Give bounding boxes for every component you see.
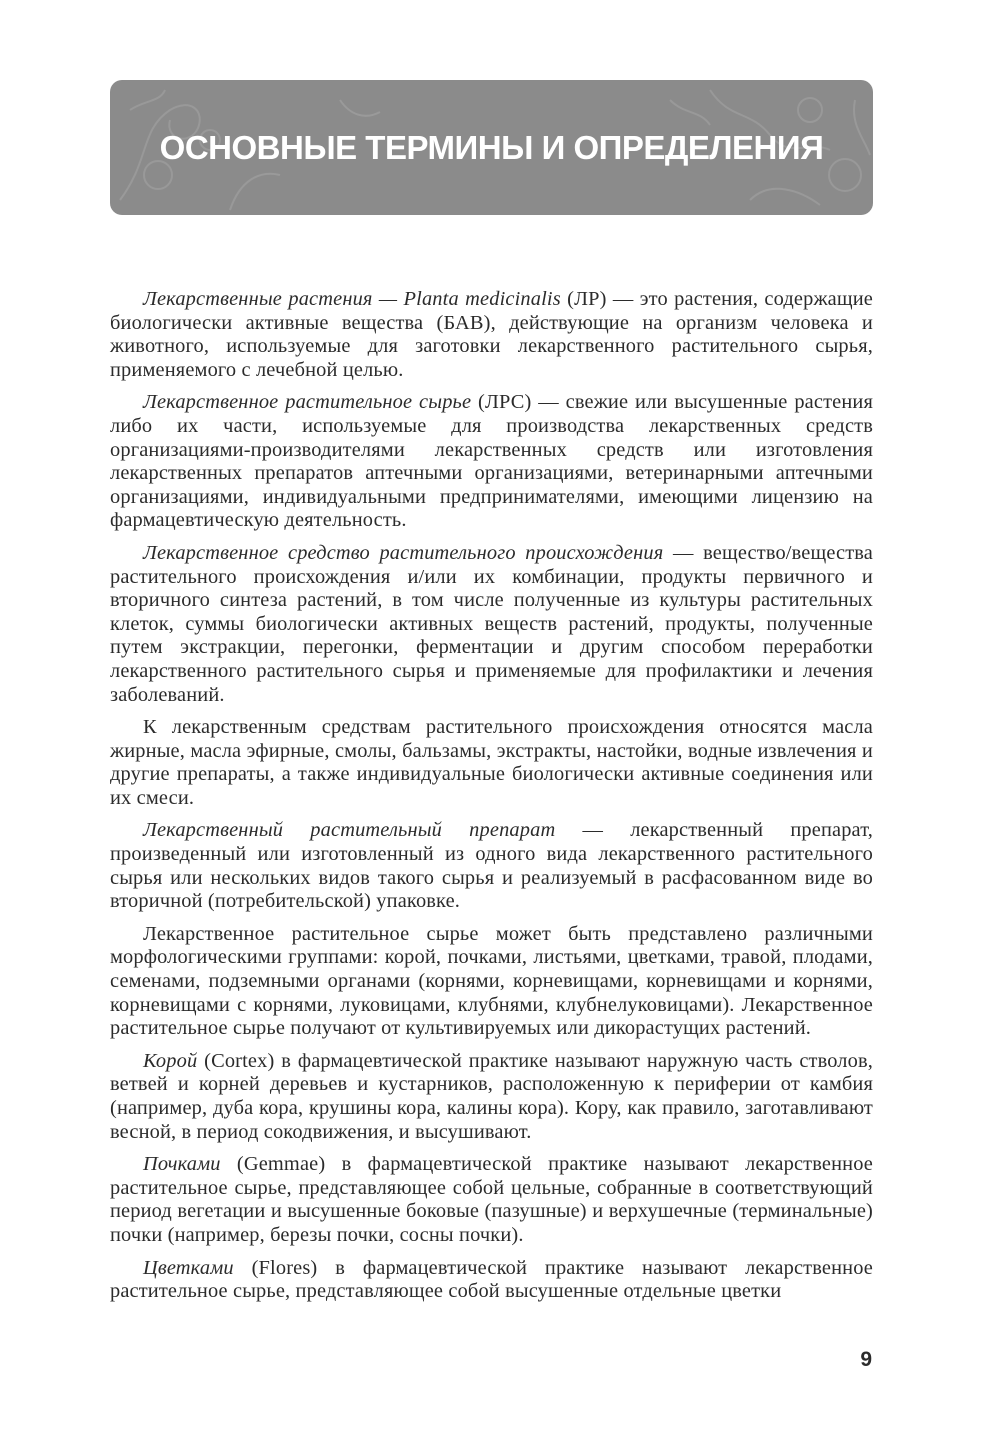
paragraph-6-text: Лекарственное растительное сырье может быть представлено различными морфологическими группами: корой, почками, листьями, цветками, травой, плодами, семенами, подземными органами (корнями, корневищами, корневищами и корнями, корневищами с корнями, луковицами, клубнями, клубнелуковицами). Лекарственное растительное сырье получают от культивируемых или дикорастущих растений. <box>110 922 873 1040</box>
chapter-header-banner <box>110 80 873 215</box>
paragraph-7 <box>110 1050 873 1144</box>
paragraph-7-term: Корой <box>143 1049 198 1072</box>
paragraph-9-term: Цветками <box>143 1256 234 1279</box>
paragraph-6 <box>110 923 873 1041</box>
paragraph-2 <box>110 391 873 533</box>
paragraph-1-term: Лекарственные растения — Planta medicinalis <box>143 288 561 310</box>
paragraph-1 <box>110 288 873 382</box>
paragraph-9-text: (Flores) в фармацевтической практике называют лекарственное растительное сырье, представляющее собой высушенные отдельные цветки <box>110 1256 873 1303</box>
paragraph-4 <box>110 716 873 810</box>
paragraph-8-term: Почками <box>143 1153 221 1176</box>
paragraph-5 <box>110 819 873 913</box>
paragraph-8 <box>110 1153 873 1247</box>
body-text <box>110 288 873 1313</box>
page-number: 9 <box>860 1348 872 1371</box>
paragraph-8-text: (Gemmae) в фармацевтической практике называют лекарственное растительное сырье, представляющее собой цельные, собранные в соответствующий период вегетации и высушенные боковые (пазушные) и верхушечные (терминальные) почки (например, березы почки, сосны почки). <box>110 1153 873 1246</box>
paragraph-9 <box>110 1257 873 1304</box>
paragraph-2-term: Лекарственное растительное сырье <box>143 391 472 414</box>
paragraph-3-text: — вещество/вещества растительного происхождения и/или их комбинации, продукты первичного и вторичного синтеза растений, в том числе полученные из культуры растительных клеток, суммы биологически активных веществ растений, продукты, полученные путем экстракции, перегонки, ферментации и другим способом переработки лекарственного растительного сырья и применяемые для профилактики и лечения заболеваний. <box>110 541 874 706</box>
paragraph-2-text: (ЛРС) — свежие или высушенные растения либо их части, используемые для производства лекарственных средств организациями-производителями лекарственных средств или изготовления лекарственных препаратов аптечными организациями, ветеринарными аптечными организациями, индивидуальными предпринимателями, имеющими лицензию на фармацевтическую деятельность. <box>110 391 873 532</box>
paragraph-4-text: К лекарственным средствам растительного происхождения относятся масла жирные, масла эфирные, смолы, бальзамы, экстракты, настойки, водные извлечения и другие препараты, а также индивидуальные биологически активные соединения или их смеси. <box>110 716 873 809</box>
chapter-title: ОСНОВНЫЕ ТЕРМИНЫ И ОПРЕДЕЛЕНИЯ <box>159 128 824 166</box>
paragraph-3 <box>110 542 873 707</box>
paragraph-5-text: — лекарственный препарат, произведенный или изготовленный из одного вида лекарственного растительного сырья или нескольких видов такого сырья и реализуемый в расфасованном виде во вторичной (потребительской) упаковке. <box>110 819 874 913</box>
paragraph-7-text: (Cortex) в фармацевтической практике называют наружную часть стволов, ветвей и корней деревьев и кустарников, расположенную к периферии от камбия (например, дуба кора, крушины кора, калины кора). Кору, как правило, заготавливают весной, в период сокодвижения, и высушивают. <box>110 1049 873 1143</box>
paragraph-5-term: Лекарственный растительный препарат <box>143 819 556 842</box>
paragraph-1-text: (ЛР) — это растения, содержащие биологически активные вещества (БАВ), действующие на организм человека и животного, используемые для заготовки лекарственного растительного сырья, применяемого с лечебной целью. <box>110 288 873 381</box>
paragraph-3-term: Лекарственное средство растительного происхождения <box>143 541 664 564</box>
